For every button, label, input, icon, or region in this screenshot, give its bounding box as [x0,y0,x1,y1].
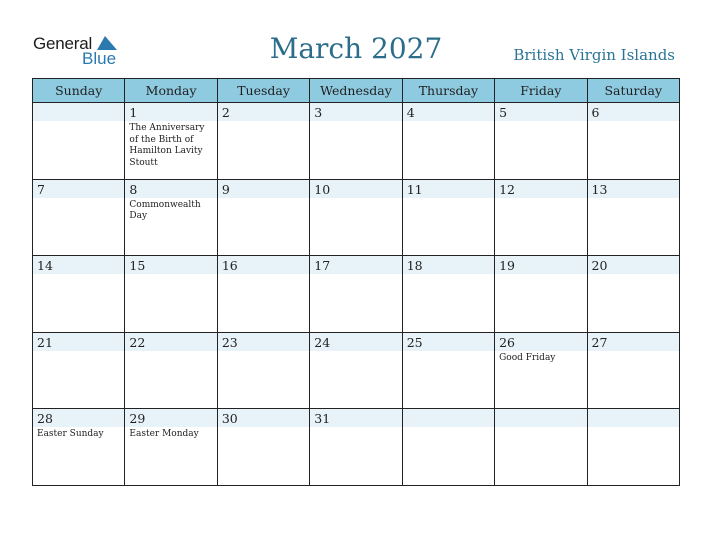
day-number-band [495,103,586,121]
holiday-label: Easter Sunday [37,429,104,440]
day-cell [33,103,124,179]
day-cell [124,103,216,179]
day-cell [402,180,494,256]
day-cell [217,409,309,486]
day-number-band [588,409,679,427]
day-number: 2 [221,105,230,120]
week-row [33,333,679,410]
day-cell [587,333,679,409]
holiday-label: Commonwealth Day [129,199,201,222]
day-cell [124,409,216,486]
day-cell [494,256,586,332]
day-number: 4 [406,105,415,120]
day-number-band [403,103,494,121]
day-cell [124,333,216,409]
weekday-saturday: Saturday [587,79,679,102]
day-number: 25 [406,334,423,350]
day-cell [309,333,401,409]
day-number-band [218,180,309,198]
day-number: 23 [221,334,238,350]
day-cell [124,256,216,332]
day-number: 15 [129,258,146,274]
day-number-band [125,103,216,121]
weekday-monday: Monday [124,79,216,102]
day-number: 20 [591,258,608,274]
day-number: 31 [314,411,331,427]
day-cell [309,180,401,256]
day-number-band [125,180,216,198]
day-cell [587,103,679,179]
day-cell [402,256,494,332]
day-number: 22 [129,334,146,350]
day-number-band [218,103,309,121]
day-number: 19 [499,258,516,274]
day-number: 13 [591,181,608,197]
day-number: 7 [37,181,45,197]
day-number: 8 [129,181,138,197]
day-cell [33,256,124,332]
day-number-band [33,180,124,198]
weekday-tuesday: Tuesday [217,79,309,102]
day-number: 10 [314,181,331,197]
day-cell [33,333,124,409]
week-row [33,256,679,333]
day-cell [402,409,494,486]
day-number: 28 [37,411,53,427]
day-cell [309,409,401,486]
day-cell [494,180,586,256]
day-cell [217,333,309,409]
day-number: 27 [591,334,608,350]
day-number: 12 [499,181,516,197]
day-cell [494,409,586,486]
day-number-band [403,409,494,427]
day-cell [217,180,309,256]
day-number: 9 [221,181,230,197]
day-number: 1 [129,105,138,120]
day-number-band [588,103,679,121]
holiday-label: The Anniversary of the Birth of Hamilton Lavity Stoutt [129,123,205,168]
holiday-label: Good Friday [499,352,556,363]
weekday-wednesday: Wednesday [309,79,401,102]
day-cell [402,333,494,409]
calendar-grid [32,78,680,486]
logo-word-general: General [33,34,93,53]
day-number: 6 [591,105,600,120]
day-cell [124,180,216,256]
day-cell [33,180,124,256]
day-number: 11 [406,181,423,197]
weekday-header [33,79,679,103]
day-cell [402,103,494,179]
day-number: 24 [314,334,331,350]
day-cell [587,180,679,256]
holiday-label: Easter Monday [129,429,199,440]
day-number: 29 [129,411,146,427]
day-cell [217,103,309,179]
week-row [33,180,679,257]
day-number-band [495,409,586,427]
day-number-band [310,103,401,121]
day-number: 16 [221,258,238,274]
day-number: 14 [37,258,53,274]
weekday-thursday: Thursday [402,79,494,102]
day-number: 30 [221,411,238,427]
day-cell [309,103,401,179]
week-row [33,103,679,180]
logo-word-blue: Blue [82,49,117,68]
day-cell [587,256,679,332]
day-number: 18 [406,258,423,274]
day-cell [217,256,309,332]
day-cell [33,409,124,486]
weekday-friday: Friday [494,79,586,102]
day-cell [587,409,679,486]
day-number: 5 [499,105,508,120]
week-row [33,409,679,486]
day-cell [494,333,586,409]
day-number: 26 [499,334,516,350]
day-number-band [33,103,124,121]
weekday-sunday: Sunday [55,83,103,98]
day-number: 21 [37,334,53,350]
day-number: 17 [314,258,331,274]
calendar-title: March 2027 [269,32,443,65]
day-cell [309,256,401,332]
country-label: British Virgin Islands [513,46,675,64]
day-number: 3 [314,105,323,120]
day-cell [494,103,586,179]
